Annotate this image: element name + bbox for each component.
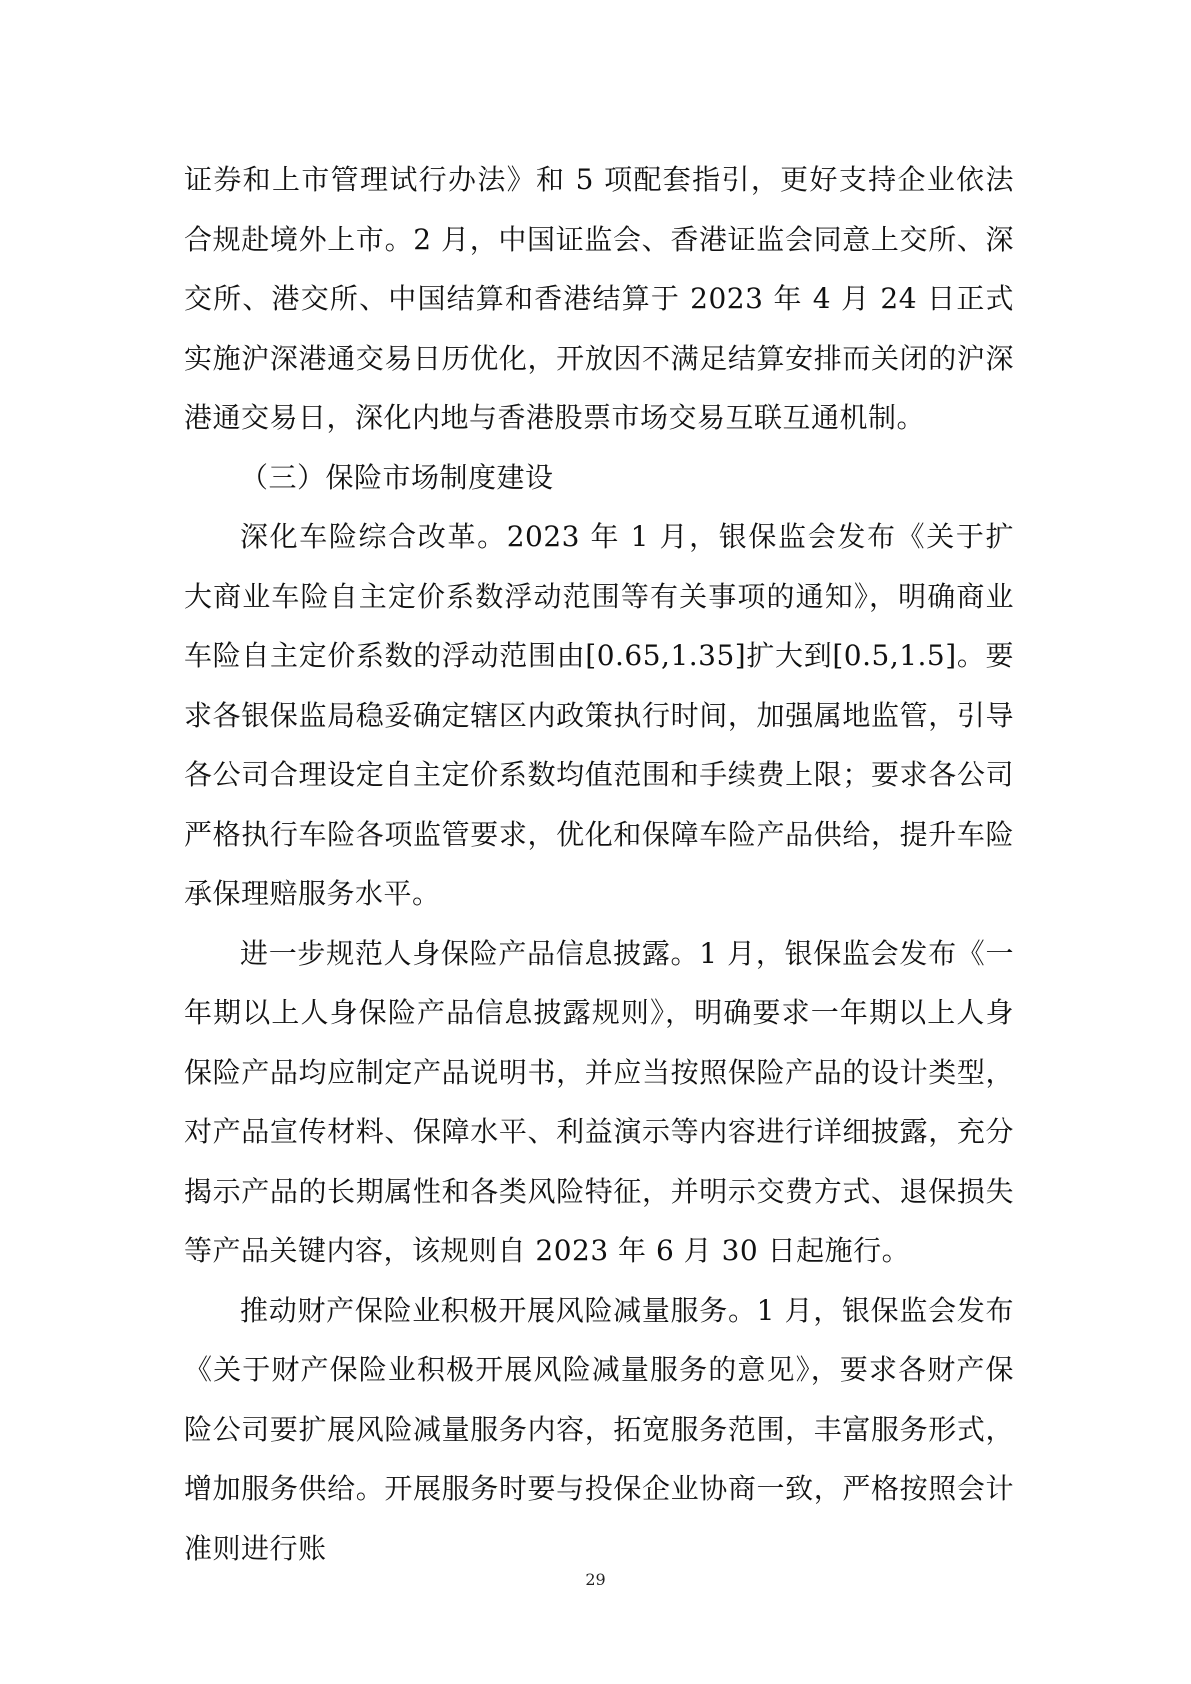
paragraph-risk-reduction-service: 推动财产保险业积极开展风险减量服务。1 月，银保监会发布《关于财产保险业积极开展风险减量服务的意见》，要求各财产保险公司要扩展风险减量服务内容，拓宽服务范围，丰富服务形式，增加服务供给。开展服务时要与投保企业协商一致，严格按照会计准则进行账 [184,1293,1014,1565]
section-heading: （三）保险市场制度建设 [240,460,554,494]
page-number: 29 [585,1570,606,1589]
paragraph-life-insurance-disclosure: 进一步规范人身保险产品信息披露。1 月，银保监会发布《一年期以上人身保险产品信息披露规则》，明确要求一年期以上人身保险产品均应制定产品说明书，并应当按照保险产品的设计类型，对产品宣传材料、保障水平、利益演示等内容进行详细披露，充分揭示产品的长期属性和各类风险特征，并明示交费方式、退保损失等产品关键内容，该规则自 2023 年 6 月 30 日起施行。 [184,936,1014,1267]
document-body [184,150,1014,1578]
paragraph-auto-insurance: 深化车险综合改革。2023 年 1 月，银保监会发布《关于扩大商业车险自主定价系数浮动范围等有关事项的通知》，明确商业车险自主定价系数的浮动范围由[0.65,1.35]扩大到[0.5,1.5]。要求各银保监局稳妥确定辖区内政策执行时间，加强属地监管，引导各公司合理设定自主定价系数均值范围和手续费上限；要求各公司严格执行车险各项监管要求，优化和保障车险产品供给，提升车险承保理赔服务水平。 [184,520,1014,910]
paragraph-continued: 证券和上市管理试行办法》和 5 项配套指引，更好支持企业依法合规赴境外上市。2 月，中国证监会、香港证监会同意上交所、深交所、港交所、中国结算和香港结算于 2023 年 4 月 24 日正式实施沪深港通交易日历优化，开放因不满足结算安排而关闭的沪深港通交易日，深化内地与香港股票市场交易互联互通机制。 [184,163,1014,434]
